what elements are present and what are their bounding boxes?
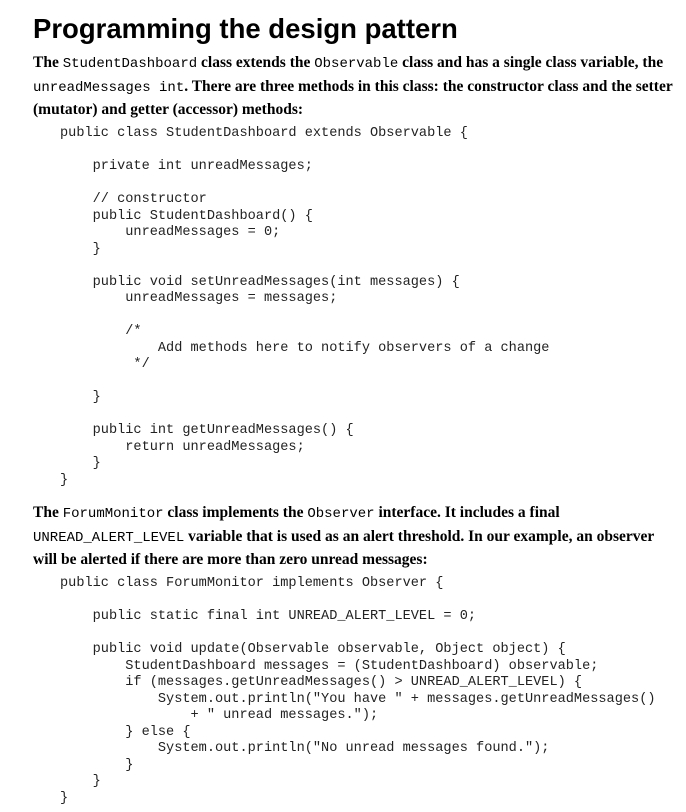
code-line xyxy=(60,626,656,643)
para2-text-2: class implements the xyxy=(163,504,308,521)
code-line: System.out.println("No unread messages found."); xyxy=(60,741,550,756)
para2-code-1: ForumMonitor xyxy=(62,506,164,522)
para2-text-1: The xyxy=(33,504,63,521)
code-line: } else { xyxy=(60,724,191,740)
code-line: } xyxy=(60,241,101,257)
para1-text-2: class extends the xyxy=(197,54,315,71)
code-line xyxy=(60,374,549,391)
code-line: StudentDashboard messages = (StudentDashboard) observable; xyxy=(60,658,599,674)
code-line: Add methods here to notify observers of a change xyxy=(60,340,550,356)
intro-paragraph-student-dashboard xyxy=(33,52,673,121)
code-line: public int getUnreadMessages() { xyxy=(60,423,354,438)
para1-text-1: The xyxy=(33,54,63,71)
para1-text-4: . There are three methods in this class: the constructor class and the setter (mutator) and getter (accessor) methods: xyxy=(33,77,673,118)
code-line: } xyxy=(60,757,134,773)
code-line: unreadMessages = messages; xyxy=(60,291,338,306)
code-line xyxy=(60,176,549,193)
para2-text-4: variable that is used as an alert threshold. In our example, an observer will be alerted if there are more than zero unread messages: xyxy=(33,527,654,568)
para2-code-3: UNREAD_ALERT_LEVEL xyxy=(33,529,185,546)
para1-code-1: StudentDashboard xyxy=(62,56,198,72)
code-line: } xyxy=(60,774,101,789)
code-line: /* xyxy=(60,324,142,339)
code-line xyxy=(60,308,549,325)
code-line: } xyxy=(60,472,69,488)
para2-text-3: interface. It includes a final xyxy=(374,504,560,521)
code-line: if (messages.getUnreadMessages() > UNREAD_ALERT_LEVEL) { xyxy=(60,675,583,690)
page-title: Programming the design pattern xyxy=(33,13,458,44)
intro-paragraph-forum-monitor xyxy=(33,502,673,571)
code-line: public void update(Observable observable, Object object) { xyxy=(60,642,566,657)
code-line: } xyxy=(60,390,101,405)
code-line xyxy=(60,258,549,275)
para1-text-3: class and has a single class variable, the xyxy=(398,54,664,71)
code-line: } xyxy=(60,790,69,806)
code-line xyxy=(60,143,549,160)
code-line: private int unreadMessages; xyxy=(60,159,313,174)
para1-code-2: Observable xyxy=(314,56,399,72)
code-line: public StudentDashboard() { xyxy=(60,208,313,224)
code-line: } xyxy=(60,456,101,471)
code-line: */ xyxy=(60,357,150,372)
code-line xyxy=(60,593,656,610)
code-line: System.out.println("You have " + messages.getUnreadMessages() xyxy=(60,691,656,707)
code-line xyxy=(60,407,549,424)
code-line: return unreadMessages; xyxy=(60,439,305,455)
code-line: public static final int UNREAD_ALERT_LEVEL = 0; xyxy=(60,609,477,624)
para1-code-3: unreadMessages int xyxy=(33,79,185,96)
para2-code-2: Observer xyxy=(307,506,375,522)
code-line: unreadMessages = 0; xyxy=(60,225,281,240)
code-line: + " unread messages."); xyxy=(60,708,379,723)
code-block-forum-monitor xyxy=(60,576,656,807)
code-line: public class StudentDashboard extends Observable { xyxy=(60,126,468,141)
code-line: public void setUnreadMessages(int messages) { xyxy=(60,274,460,290)
code-block-student-dashboard xyxy=(60,126,549,489)
code-line: public class ForumMonitor implements Observer { xyxy=(60,576,444,591)
code-line: // constructor xyxy=(60,192,207,207)
